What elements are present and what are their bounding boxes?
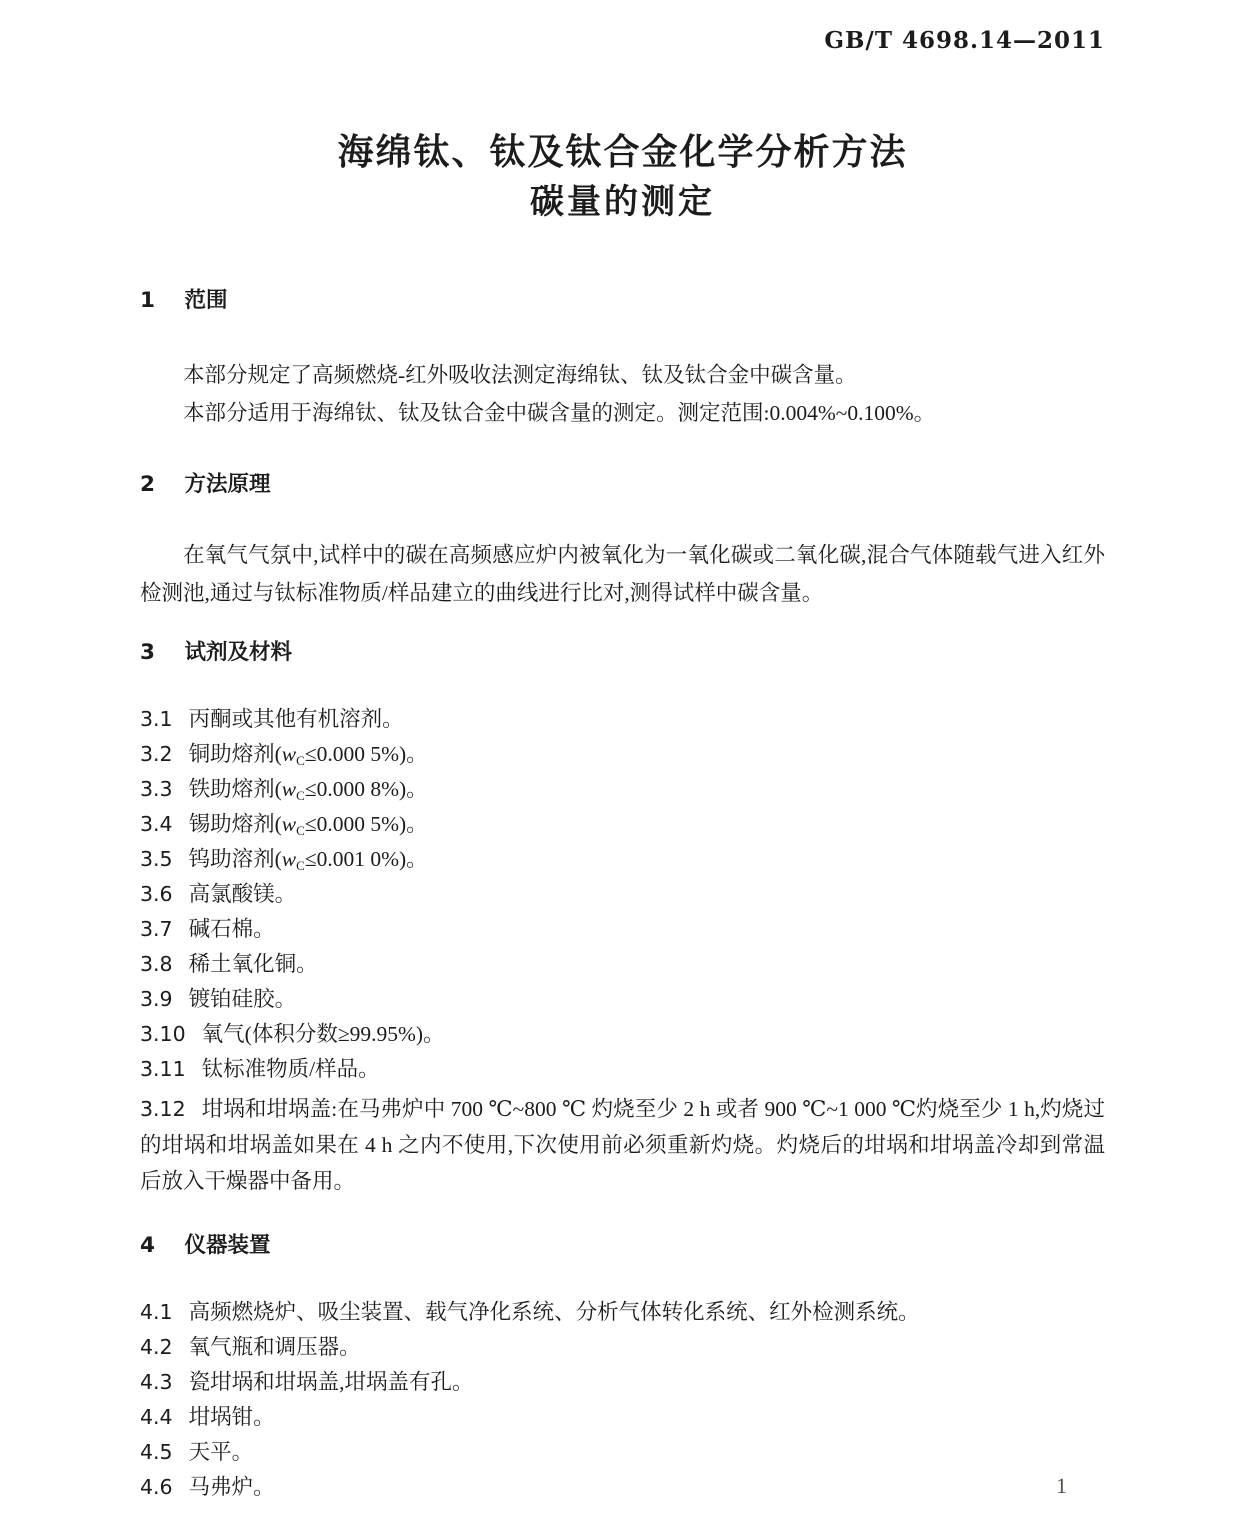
section-title: 方法原理 (184, 472, 271, 497)
clause-item (140, 947, 1105, 982)
section-title: 范围 (184, 288, 228, 313)
clause-item (140, 807, 1105, 842)
clause-text: 氧气(体积分数≥99.95%)。 (201, 1022, 445, 1046)
clause-number: 3.7 (140, 917, 173, 941)
clause-item (140, 912, 1105, 947)
section-title: 仪器装置 (184, 1233, 271, 1258)
section-2-heading (140, 470, 1105, 500)
page-number: 1 (1056, 1473, 1067, 1498)
subscript-carbon: C (296, 753, 305, 768)
clause-item (140, 1052, 1105, 1087)
clause-item (140, 1365, 1105, 1400)
clause-number: 3.5 (140, 847, 173, 871)
clause-text: 钨助溶剂($w_C\le 0.001$ 0%)。 (188, 847, 428, 873)
section-title: 试剂及材料 (184, 640, 292, 665)
section-4-clauses (140, 1295, 1105, 1505)
clause-number: 4.2 (140, 1335, 173, 1359)
clause-number: 3.8 (140, 952, 173, 976)
subscript-carbon: C (296, 823, 305, 838)
paragraph: 本部分规定了高频燃烧-红外吸收法测定海绵钛、钛及钛合金中碳含量。 (183, 363, 857, 387)
standard-code: GB/T 4698.14—2011 (824, 27, 1105, 54)
section-number: 2 (140, 472, 155, 497)
clause-text: 铁助熔剂($w_C\le 0.000$ 8%)。 (188, 777, 428, 803)
clause-text: 钛标准物质/样品。 (201, 1057, 380, 1081)
clause-number: 4.6 (140, 1475, 173, 1499)
clause-number: 3.12 (140, 1097, 186, 1121)
clause-number: 4.4 (140, 1405, 173, 1429)
clause-item (140, 1091, 1105, 1199)
subscript-carbon: C (296, 858, 305, 873)
clause-item (140, 1330, 1105, 1365)
clause-item (140, 842, 1105, 877)
mass-fraction-symbol: w (281, 777, 297, 801)
clause-item (140, 702, 1105, 737)
document-title (140, 130, 1105, 228)
section-number: 4 (140, 1233, 155, 1258)
clause-item (140, 1470, 1105, 1505)
section-3-heading (140, 638, 1105, 668)
clause-number: 3.10 (140, 1022, 186, 1046)
clause-item (140, 982, 1105, 1017)
clause-text: 丙酮或其他有机溶剂。 (188, 707, 404, 731)
mass-fraction-symbol: w (281, 812, 297, 836)
clause-text: 高氯酸镁。 (188, 882, 297, 906)
document-title-line1: 海绵钛、钛及钛合金化学分析方法 (337, 132, 908, 173)
clause-item (140, 1017, 1105, 1052)
clause-text: 坩埚钳。 (188, 1405, 275, 1429)
clause-number: 3.9 (140, 987, 173, 1011)
clause-number: 4.5 (140, 1440, 173, 1464)
clause-number: 4.1 (140, 1300, 173, 1324)
clause-item (140, 1295, 1105, 1330)
clause-number: 3.3 (140, 777, 173, 801)
clause-item (140, 877, 1105, 912)
clause-number: 4.3 (140, 1370, 173, 1394)
clause-text: 天平。 (188, 1440, 254, 1464)
clause-number: 3.6 (140, 882, 173, 906)
clause-number: 3.1 (140, 707, 173, 731)
clause-number: 3.2 (140, 742, 173, 766)
section-1-body (140, 356, 1105, 432)
section-4-heading (140, 1231, 1105, 1261)
clause-text: 镀铂硅胶。 (188, 987, 297, 1011)
clause-text: 坩埚和坩埚盖:在马弗炉中 700 ℃~800 ℃ 灼烧至少 2 h 或者 900 ℃~1 000 ℃灼烧至少 1 h,灼烧过的坩埚和坩埚盖如果在 4 h 之内不使用,下次使用前必须重新灼烧。灼烧后的坩埚和坩埚盖冷却到常温后放入干燥器中备用。 (140, 1097, 1105, 1193)
section-1-heading (140, 286, 1105, 316)
section-2-body (140, 536, 1105, 612)
document-header (140, 26, 1105, 56)
clause-text: 锡助熔剂($w_C\le 0.000$ 5%)。 (188, 812, 428, 838)
clause-text: 马弗炉。 (188, 1475, 275, 1499)
clause-text: 瓷坩埚和坩埚盖,坩埚盖有孔。 (188, 1370, 474, 1394)
clause-item (140, 1400, 1105, 1435)
document-title-line2: 碳量的测定 (530, 182, 715, 222)
clause-text: 高频燃烧炉、吸尘装置、载气净化系统、分析气体转化系统、红外检测系统。 (188, 1300, 920, 1324)
clause-number: 3.4 (140, 812, 173, 836)
clause-number: 3.11 (140, 1057, 186, 1081)
mass-fraction-symbol: w (281, 742, 297, 766)
paragraph: 本部分适用于海绵钛、钛及钛合金中碳含量的测定。测定范围:0.004%~0.100%。 (183, 401, 936, 425)
clause-text: 碱石棉。 (188, 917, 275, 941)
clause-item (140, 1435, 1105, 1470)
clause-item (140, 737, 1105, 772)
subscript-carbon: C (296, 788, 305, 803)
mass-fraction-symbol: w (281, 847, 297, 871)
paragraph: 在氧气气氛中,试样中的碳在高频感应炉内被氧化为一氧化碳或二氧化碳,混合气体随载气进入红外检测池,通过与钛标准物质/样品建立的曲线进行比对,测得试样中碳含量。 (140, 543, 1105, 605)
clause-text: 氧气瓶和调压器。 (188, 1335, 361, 1359)
section-number: 1 (140, 288, 155, 313)
section-number: 3 (140, 640, 155, 665)
clause-text: 铜助熔剂($w_C\le 0.000$ 5%)。 (188, 742, 428, 768)
section-3-clauses (140, 702, 1105, 1199)
clause-item (140, 772, 1105, 807)
clause-text: 稀土氧化铜。 (188, 952, 318, 976)
